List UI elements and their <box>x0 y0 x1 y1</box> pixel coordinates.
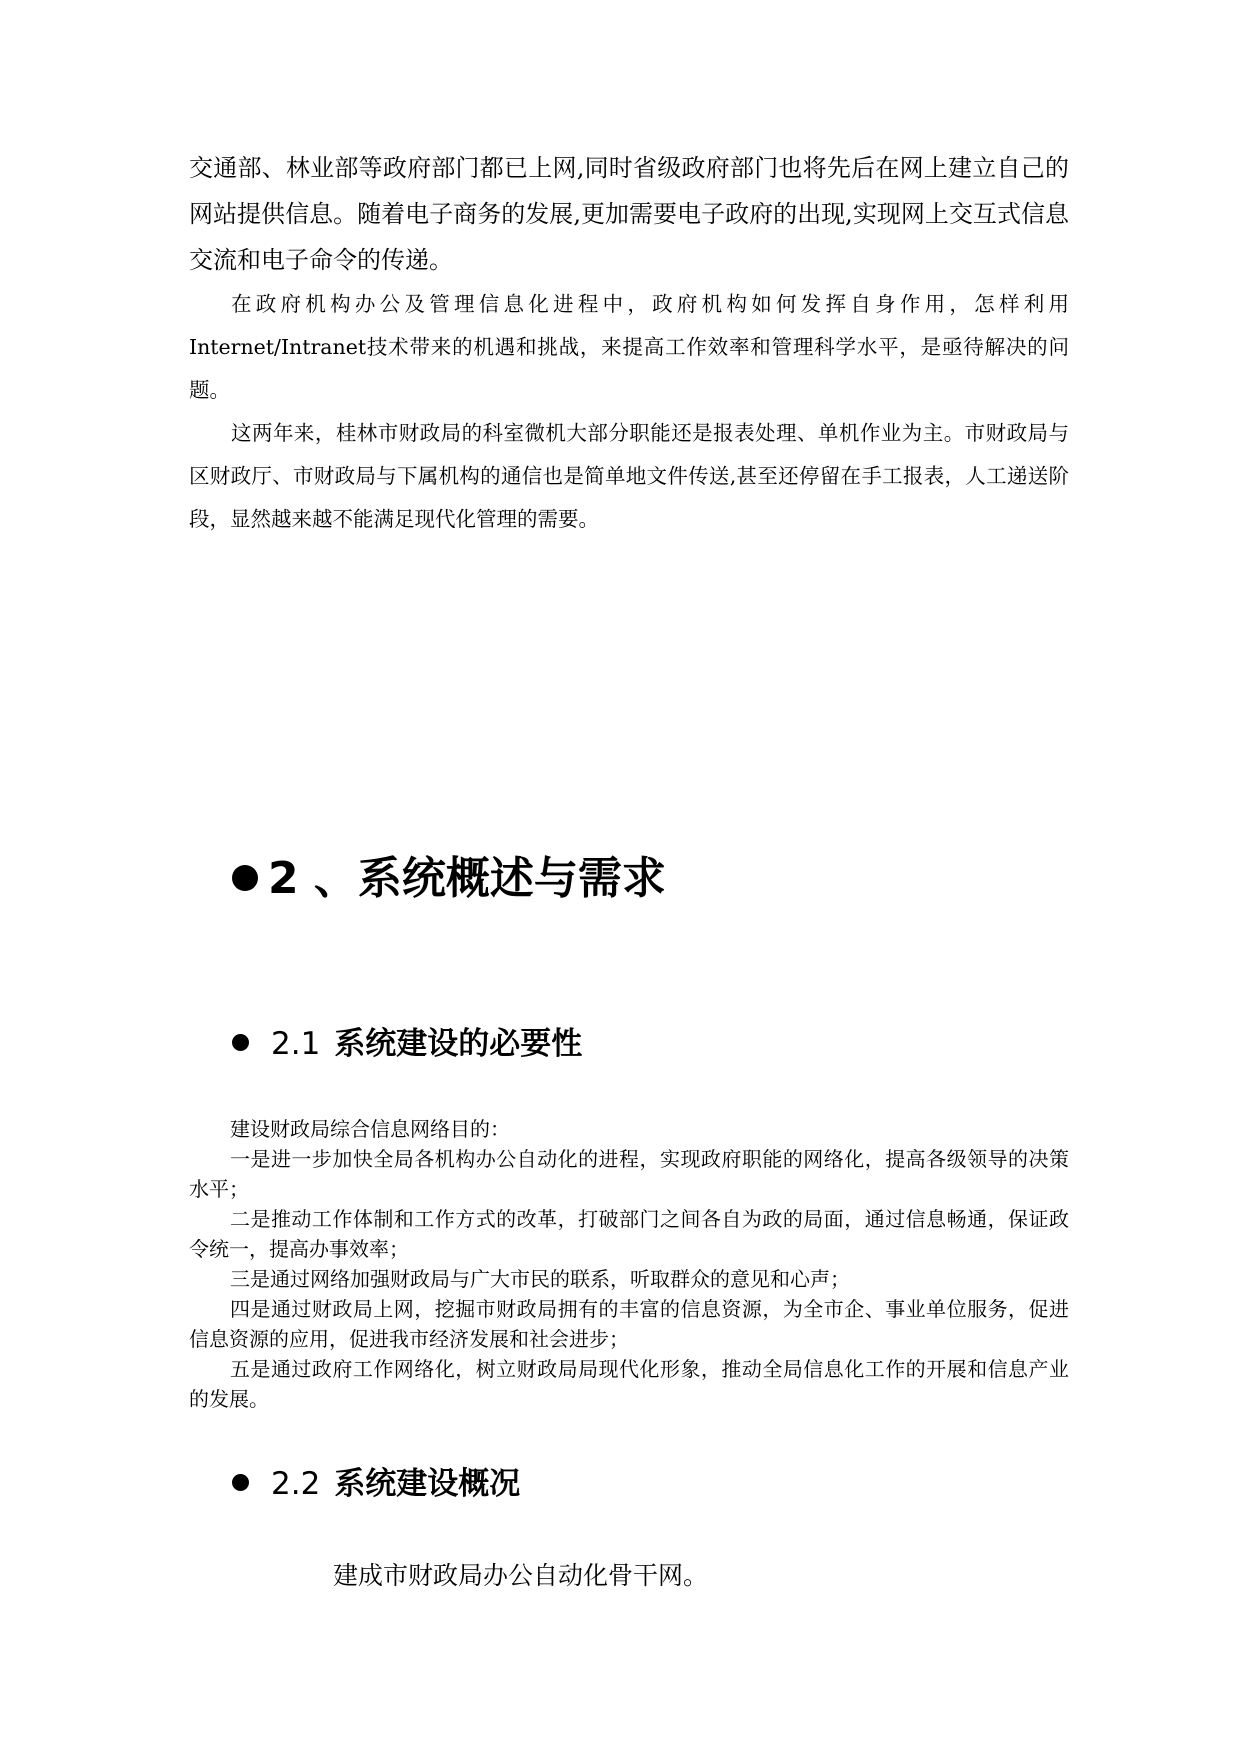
purpose-item-4: 四是通过财政局上网，挖掘市财政局拥有的丰富的信息资源，为全市企、事业单位服务，促进信息资源的应用，促进我市经济发展和社会进步； <box>189 1297 1069 1351</box>
section-2-1-body <box>189 1114 1069 1414</box>
purpose-intro: 建设财政局综合信息网络目的： <box>230 1117 510 1141</box>
purpose-item-5: 五是通过政府工作网络化，树立财政局局现代化形象，推动全局信息化工作的开展和信息产业的发展。 <box>189 1357 1069 1411</box>
section-2-2-text: 建成市财政局办公自动化骨干网。 <box>333 1561 709 1590</box>
intro-paragraph-3: 这两年来，桂林市财政局的科室微机大部分职能还是报表处理、单机作业为主。市财政局与区财政厅、市财政局与下属机构的通信也是简单地文件传送,甚至还停留在手工报表，人工递送阶段，显然越来越不能满足现代化管理的需要。 <box>189 421 1069 531</box>
section-2-1-number: 2.1 <box>271 1026 321 1062</box>
section-2-2-title: 系统建设概况 <box>334 1466 521 1502</box>
section-2-2-heading <box>232 1458 520 1503</box>
intro-paragraph-1: 交通部、林业部等政府部门都已上网,同时省级政府部门也将先后在网上建立自己的网站提供信息。随着电子商务的发展,更加需要电子政府的出现,实现网上交互式信息交流和电子命令的传递。 <box>189 154 1069 274</box>
section-2-1-title: 系统建设的必要性 <box>334 1026 583 1062</box>
intro-paragraph-2: 在政府机构办公及管理信息化进程中，政府机构如何发挥自身作用，怎样利用Internet/Intranet技术带来的机遇和挑战，来提高工作效率和管理科学水平，是亟待解决的问题。 <box>189 292 1069 402</box>
section-2-title: 2 、系统概述与需求 <box>268 853 666 904</box>
purpose-item-2: 二是推动工作体制和工作方式的改革，打破部门之间各自为政的局面，通过信息畅通，保证政令统一，提高办事效率； <box>189 1207 1069 1261</box>
intro-section <box>189 145 1069 541</box>
purpose-item-1: 一是进一步加快全局各机构办公自动化的进程，实现政府职能的网络化，提高各级领导的决策水平； <box>189 1147 1069 1201</box>
bullet-icon <box>232 865 258 891</box>
section-2-1-heading <box>232 1018 582 1063</box>
bullet-icon <box>232 1474 249 1491</box>
purpose-item-3: 三是通过网络加强财政局与广大市民的联系，听取群众的意见和心声； <box>230 1267 850 1291</box>
section-2-2-number: 2.2 <box>271 1466 321 1502</box>
section-2-heading <box>232 842 666 906</box>
bullet-icon <box>232 1034 249 1051</box>
